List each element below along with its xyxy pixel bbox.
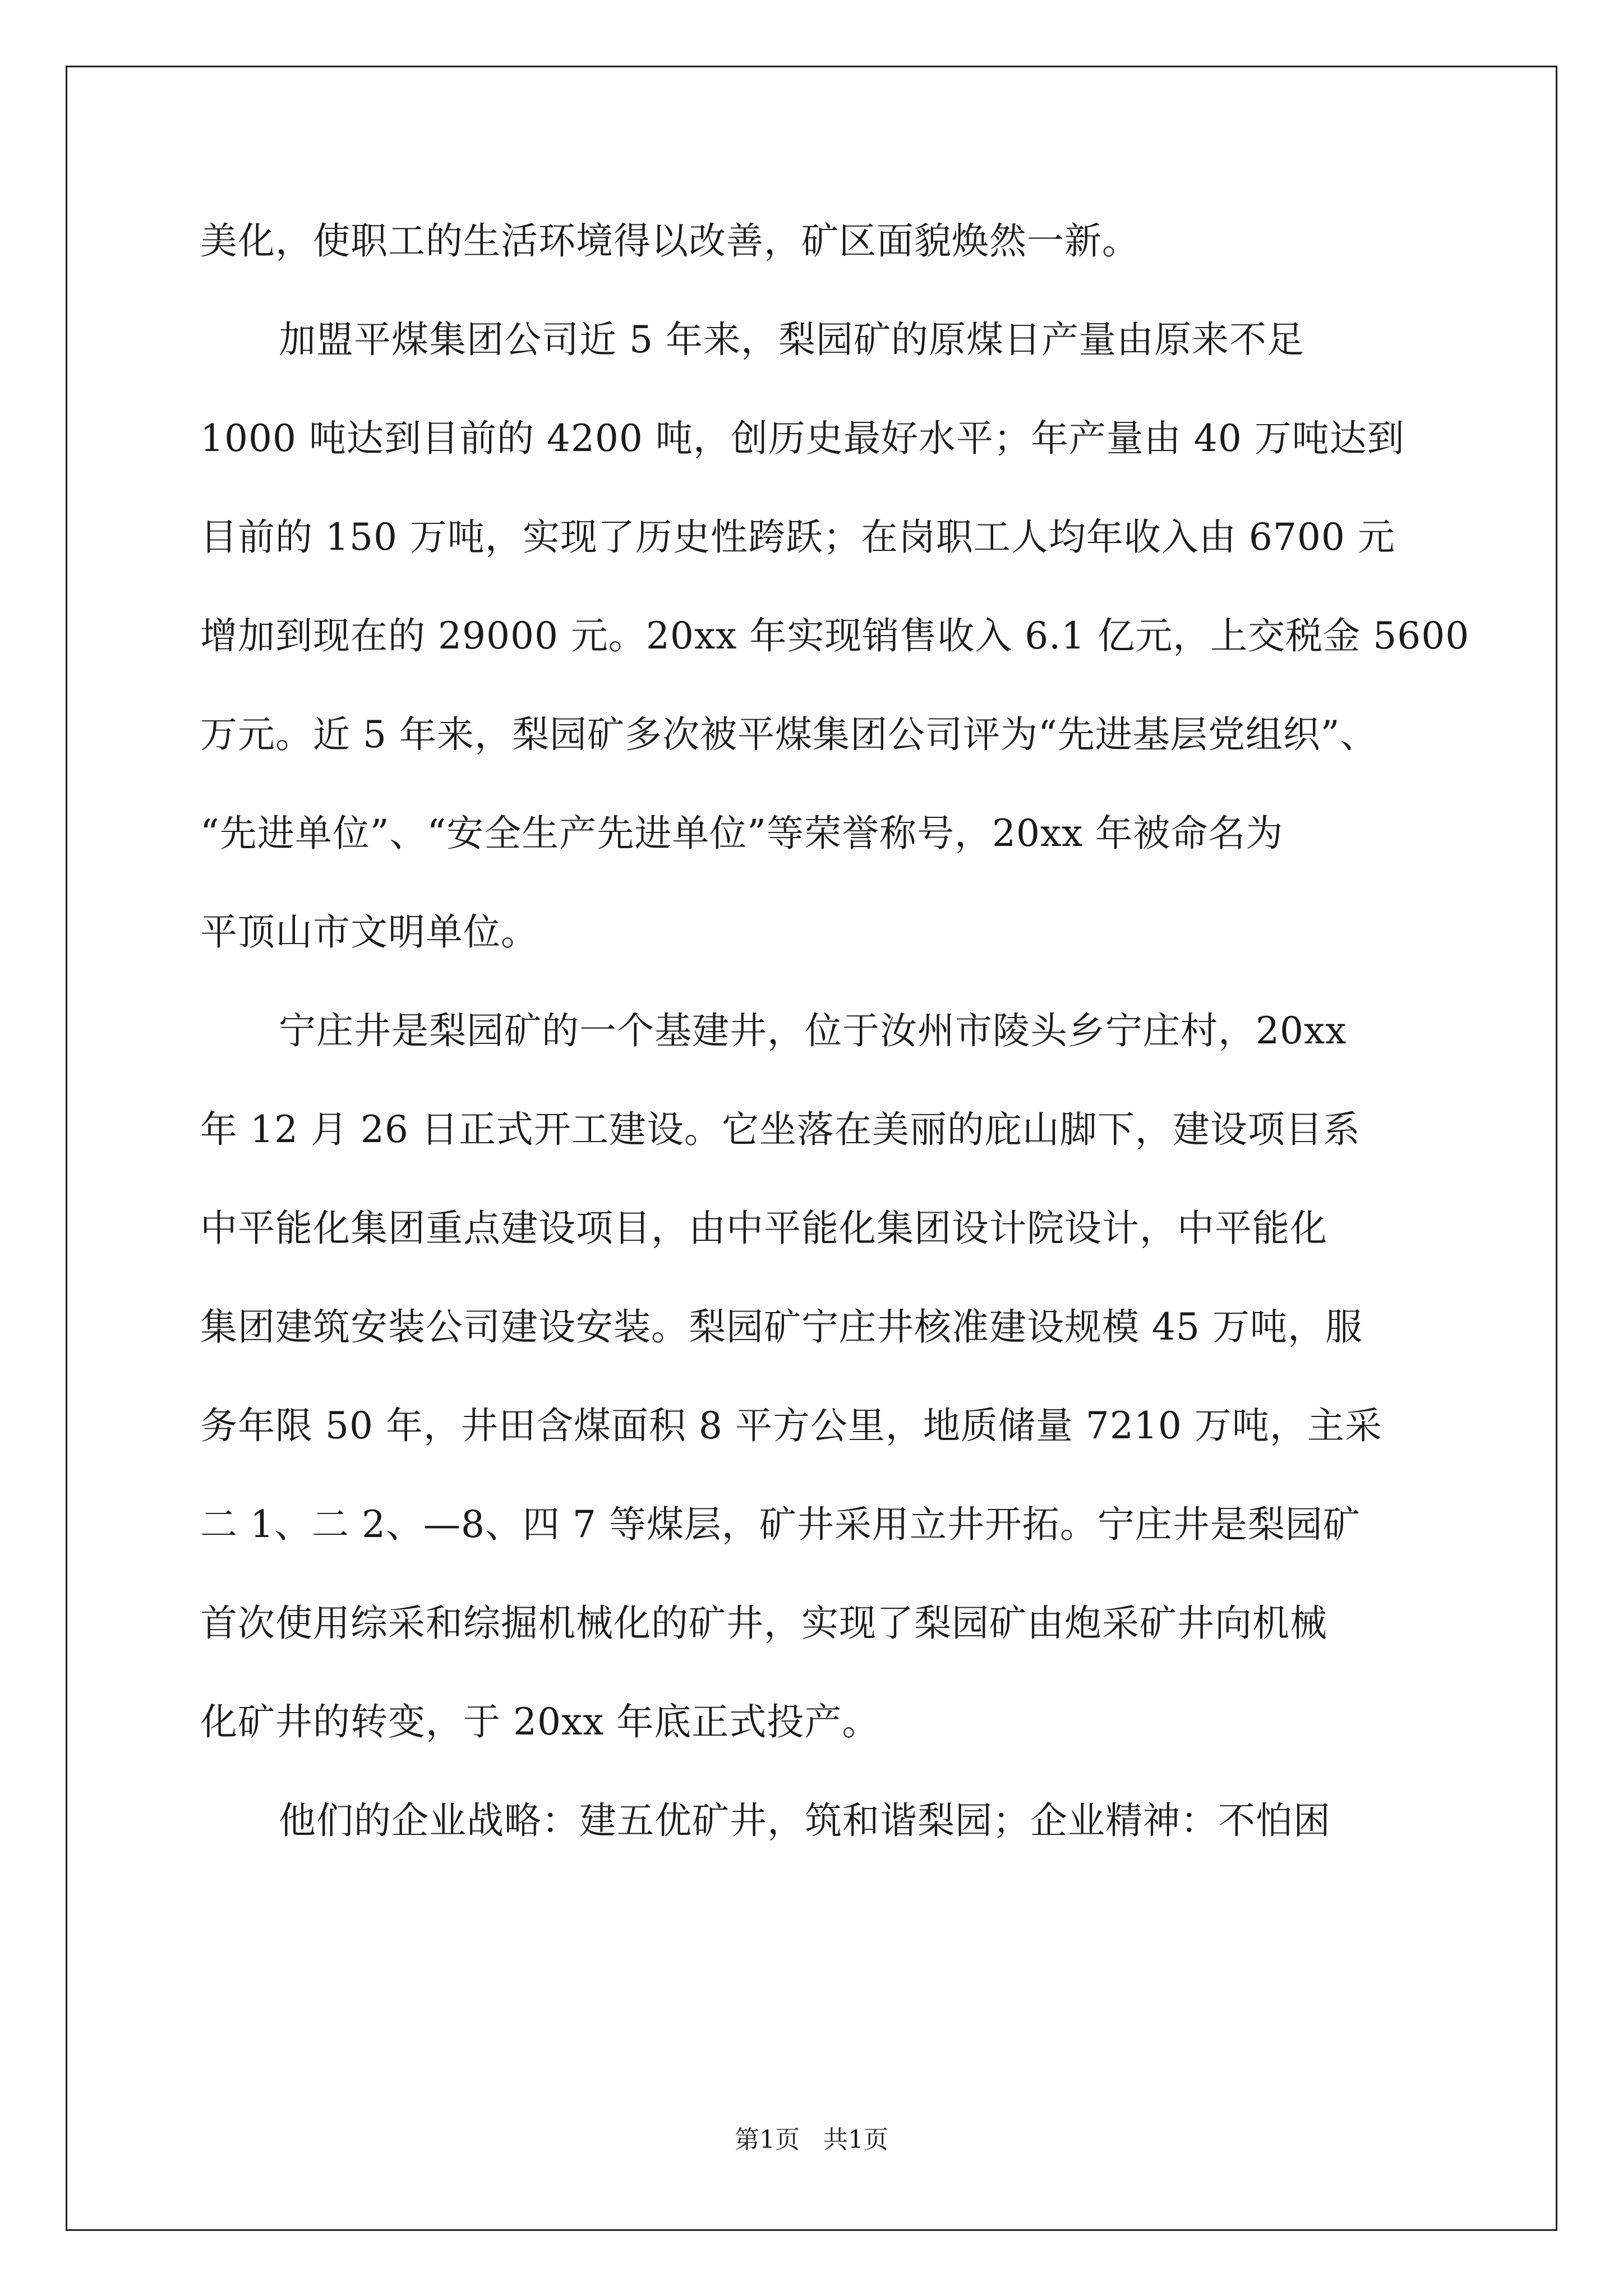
text-line: “先进单位”、“安全生产先进单位”等荣誉称号，20xx 年被命名为 xyxy=(200,812,1284,855)
text-line: 化矿井的转变，于 20xx 年底正式投产。 xyxy=(200,1700,880,1743)
text-line: 1000 吨达到目前的 4200 吨，创历史最好水平；年产量由 40 万吨达到 xyxy=(200,417,1405,460)
text-line: 年 12 月 26 日正式开工建设。它坐落在美丽的庇山脚下，建设项目系 xyxy=(200,1108,1361,1151)
text-line: 平顶山市文明单位。 xyxy=(200,910,538,954)
text-line: 务年限 50 年，井田含煤面积 8 平方公里，地质储量 7210 万吨，主采 xyxy=(200,1404,1382,1447)
text-line: 万元。近 5 年来，梨园矿多次被平煤集团公司评为“先进基层党组织”、 xyxy=(200,713,1378,756)
text-line: 增加到现在的 29000 元。20xx 年实现销售收入 6.1 亿元，上交税金 5600 xyxy=(200,614,1470,657)
text-line: 中平能化集团重点建设项目，由中平能化集团设计院设计，中平能化 xyxy=(200,1207,1327,1250)
paragraph-first-line: 加盟平煤集团公司近 5 年来，梨园矿的原煤日产量由原来不足 xyxy=(279,318,1304,361)
text-line: 二 1、二 2、—8、四 7 等煤层，矿井采用立井开拓。宁庄井是梨园矿 xyxy=(200,1503,1361,1546)
paragraph-first-line: 他们的企业战略：建五优矿井，筑和谐梨园；企业精神：不怕困 xyxy=(279,1799,1331,1842)
document-body xyxy=(200,213,1470,1892)
page-number-footer: 第1页 共1页 xyxy=(735,2125,888,2154)
paragraph-first-line: 宁庄井是梨园矿的一个基建井，位于汝州市陵头乡宁庄村，20xx xyxy=(279,1009,1347,1052)
text-line: 目前的 150 万吨，实现了历史性跨跃；在岗职工人均年收入由 6700 元 xyxy=(200,516,1395,559)
text-line: 首次使用综采和综掘机械化的矿井，实现了梨园矿由炮采矿井向机械 xyxy=(200,1602,1327,1645)
text-line: 美化，使职工的生活环境得以改善，矿区面貌焕然一新。 xyxy=(200,219,1140,263)
text-line: 集团建筑安装公司建设安装。梨园矿宁庄井核准建设规模 45 万吨，服 xyxy=(200,1305,1363,1349)
